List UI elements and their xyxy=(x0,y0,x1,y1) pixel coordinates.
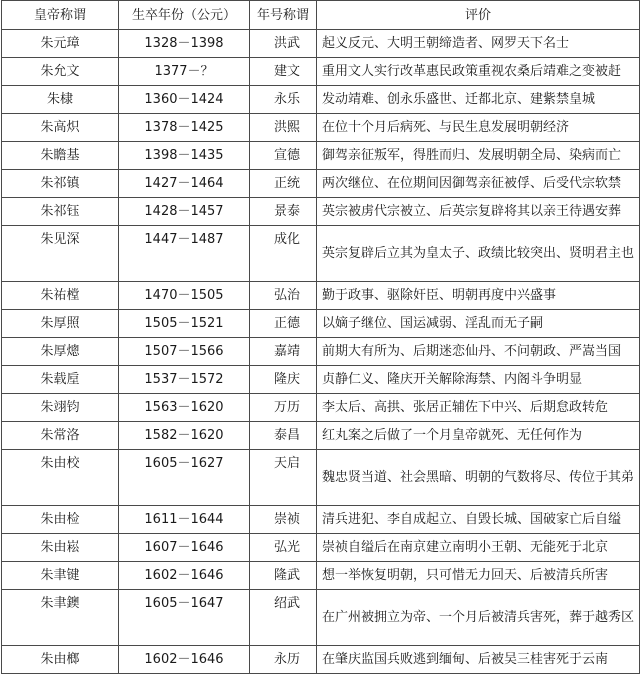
emperor-evaluation: 发动靖难、创永乐盛世、迁都北京、建紫禁皇城 xyxy=(317,86,640,114)
emperor-years: 1563－1620 xyxy=(119,394,250,422)
header-years: 生卒年份（公元） xyxy=(119,1,250,30)
emperor-years: 1428－1457 xyxy=(119,198,250,226)
emperor-evaluation: 两次继位、在位期间因御驾亲征被俘、后受代宗软禁 xyxy=(317,170,640,198)
emperor-era: 正统 xyxy=(250,170,317,198)
emperor-evaluation: 崇祯自缢后在南京建立南明小王朝、无能死于北京 xyxy=(317,534,640,562)
table-row xyxy=(2,198,640,226)
emperor-years: 1427－1464 xyxy=(119,170,250,198)
emperor-era: 绍武 xyxy=(250,590,317,646)
emperor-evaluation: 起义反元、大明王朝缔造者、网罗天下名士 xyxy=(317,30,640,58)
table-row xyxy=(2,170,640,198)
emperor-era: 天启 xyxy=(250,450,317,506)
emperor-name: 朱祁钰 xyxy=(2,198,119,226)
emperor-era: 建文 xyxy=(250,58,317,86)
table-row xyxy=(2,646,640,674)
emperor-era: 洪熙 xyxy=(250,114,317,142)
emperor-name: 朱由校 xyxy=(2,450,119,506)
emperor-era: 成化 xyxy=(250,226,317,282)
emperor-name: 朱载垕 xyxy=(2,366,119,394)
emperor-years: 1398－1435 xyxy=(119,142,250,170)
emperor-name: 朱聿鐭 xyxy=(2,590,119,646)
emperor-years: 1507－1566 xyxy=(119,338,250,366)
table-row xyxy=(2,450,640,506)
emperor-name: 朱聿键 xyxy=(2,562,119,590)
emperor-name: 朱由崧 xyxy=(2,534,119,562)
emperor-evaluation: 想一举恢复明朝，只可惜无力回天、后被清兵所害 xyxy=(317,562,640,590)
table-row xyxy=(2,114,640,142)
emperor-era: 泰昌 xyxy=(250,422,317,450)
emperor-name: 朱厚熜 xyxy=(2,338,119,366)
emperor-era: 景泰 xyxy=(250,198,317,226)
emperor-name: 朱瞻基 xyxy=(2,142,119,170)
table-row xyxy=(2,506,640,534)
emperor-evaluation: 英宗被虏代宗被立、后英宗复辟将其以亲王待遇安葬 xyxy=(317,198,640,226)
emperor-era: 永历 xyxy=(250,646,317,674)
emperor-years: 1602－1646 xyxy=(119,646,250,674)
table-row xyxy=(2,282,640,310)
emperor-era: 洪武 xyxy=(250,30,317,58)
emperor-evaluation: 在肇庆监国兵败逃到缅甸、后被吴三桂害死于云南 xyxy=(317,646,640,674)
emperor-table xyxy=(1,0,640,674)
emperor-era: 正德 xyxy=(250,310,317,338)
emperor-evaluation: 清兵进犯、李自成起立、自毁长城、国破家亡后自缢 xyxy=(317,506,640,534)
emperor-years: 1537－1572 xyxy=(119,366,250,394)
emperor-name: 朱棣 xyxy=(2,86,119,114)
emperor-name: 朱由检 xyxy=(2,506,119,534)
table-row xyxy=(2,86,640,114)
emperor-evaluation: 在广州被拥立为帝、一个月后被清兵害死，葬于越秀区 xyxy=(317,590,640,646)
table-row xyxy=(2,30,640,58)
table-row xyxy=(2,562,640,590)
emperor-era: 弘光 xyxy=(250,534,317,562)
table-row xyxy=(2,310,640,338)
emperor-name: 朱厚照 xyxy=(2,310,119,338)
emperor-name: 朱祐樘 xyxy=(2,282,119,310)
emperor-era: 隆庆 xyxy=(250,366,317,394)
emperor-name: 朱允文 xyxy=(2,58,119,86)
table-row xyxy=(2,338,640,366)
emperor-years: 1607－1646 xyxy=(119,534,250,562)
emperor-era: 万历 xyxy=(250,394,317,422)
table-row xyxy=(2,394,640,422)
emperor-years: 1377－？ xyxy=(119,58,250,86)
emperor-era: 弘治 xyxy=(250,282,317,310)
header-evaluation: 评价 xyxy=(317,1,640,30)
emperor-evaluation: 前期大有所为、后期迷恋仙丹、不问朝政、严嵩当国 xyxy=(317,338,640,366)
table-row xyxy=(2,422,640,450)
emperor-era: 宣德 xyxy=(250,142,317,170)
emperor-years: 1602－1646 xyxy=(119,562,250,590)
emperor-years: 1582－1620 xyxy=(119,422,250,450)
emperor-years: 1378－1425 xyxy=(119,114,250,142)
header-era: 年号称谓 xyxy=(250,1,317,30)
table-row xyxy=(2,590,640,646)
header-name: 皇帝称谓 xyxy=(2,1,119,30)
emperor-evaluation: 魏忠贤当道、社会黑暗、明朝的气数将尽、传位于其弟 xyxy=(317,450,640,506)
emperor-years: 1328－1398 xyxy=(119,30,250,58)
emperor-era: 永乐 xyxy=(250,86,317,114)
emperor-name: 朱常洛 xyxy=(2,422,119,450)
emperor-years: 1447－1487 xyxy=(119,226,250,282)
emperor-evaluation: 红丸案之后做了一个月皇帝就死、无任何作为 xyxy=(317,422,640,450)
emperor-era: 隆武 xyxy=(250,562,317,590)
emperor-name: 朱由榔 xyxy=(2,646,119,674)
table-row xyxy=(2,58,640,86)
emperor-name: 朱高炽 xyxy=(2,114,119,142)
emperor-evaluation: 勤于政事、驱除奸臣、明朝再度中兴盛事 xyxy=(317,282,640,310)
emperor-evaluation: 在位十个月后病死、与民生息发展明朝经济 xyxy=(317,114,640,142)
emperor-era: 嘉靖 xyxy=(250,338,317,366)
emperor-evaluation: 御驾亲征叛军，得胜而归、发展明朝全局、染病而亡 xyxy=(317,142,640,170)
emperor-years: 1611－1644 xyxy=(119,506,250,534)
emperor-name: 朱见深 xyxy=(2,226,119,282)
emperor-years: 1360－1424 xyxy=(119,86,250,114)
emperor-evaluation: 英宗复辟后立其为皇太子、政绩比较突出、贤明君主也 xyxy=(317,226,640,282)
emperor-years: 1605－1627 xyxy=(119,450,250,506)
table-row xyxy=(2,366,640,394)
emperor-years: 1605－1647 xyxy=(119,590,250,646)
emperor-name: 朱元璋 xyxy=(2,30,119,58)
emperor-era: 崇祯 xyxy=(250,506,317,534)
emperor-evaluation: 李太后、高拱、张居正辅佐下中兴、后期怠政转危 xyxy=(317,394,640,422)
emperor-years: 1505－1521 xyxy=(119,310,250,338)
emperor-evaluation: 以嫡子继位、国运减弱、淫乱而无子嗣 xyxy=(317,310,640,338)
emperor-years: 1470－1505 xyxy=(119,282,250,310)
emperor-name: 朱翊钧 xyxy=(2,394,119,422)
table-row xyxy=(2,534,640,562)
header-row xyxy=(2,1,640,30)
table-row xyxy=(2,142,640,170)
table-row xyxy=(2,226,640,282)
emperor-evaluation: 重用文人实行改革惠民政策重视农桑后靖难之变被赶 xyxy=(317,58,640,86)
emperor-name: 朱祁镇 xyxy=(2,170,119,198)
emperor-evaluation: 贞静仁义、隆庆开关解除海禁、内阁斗争明显 xyxy=(317,366,640,394)
